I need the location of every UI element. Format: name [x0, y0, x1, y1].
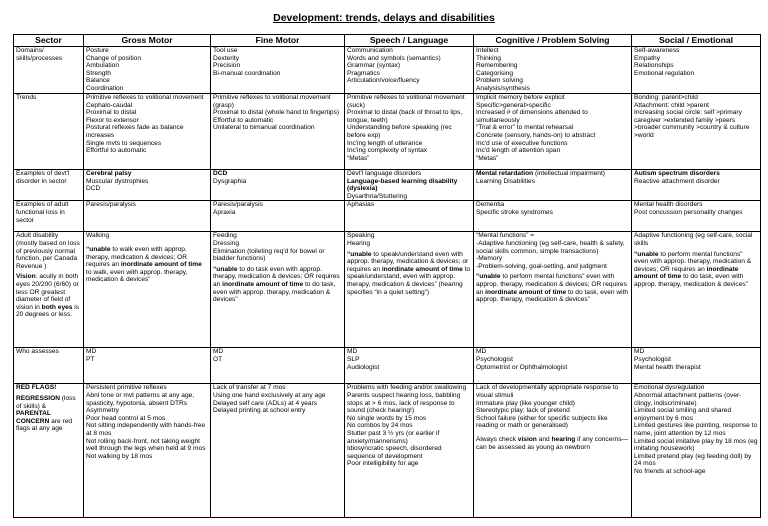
cell-trends-gross: Primitive reflexes to volitional movement Cephalo-caudal Proximal to distal Flexor to extensor Postural reflexes fade as balance increases Single mvts to sequences Effortful to automatic	[84, 94, 211, 170]
cell-disorders-speech: Devt'l language disorders Language-based learning disability (dyslexia) Dysarthria/Stuttering	[345, 170, 474, 201]
cell-disability-gross: Walking “unable to walk even with approp. therapy, medication & devices; OR requires an inordinate amount of time to walk, even with approp. therapy, medication & devices”	[84, 232, 211, 348]
development-table	[13, 34, 761, 518]
cell-domains-gross: Posture Change of position Ambulation Strength Balance Coordination	[84, 47, 211, 94]
cell-assess-fine: MD OT	[211, 348, 345, 384]
cell-redflags-fine: Lack of transfer at 7 mos Using one hand exclusively at any age Delayed self care (ADLs) at 4 years Delayed printing at school entry	[211, 384, 345, 518]
cell-assess-cognitive: MD Psychologist Optometrist or Ophthalmologist	[474, 348, 632, 384]
row-domains	[14, 47, 761, 94]
row-who-assesses	[14, 348, 761, 384]
row-label-domains: Domains/ skills/processes	[14, 47, 84, 94]
header-gross-motor: Gross Motor	[84, 35, 211, 47]
cell-disorders-social: Autism spectrum disorders Reactive attachment disorder	[632, 170, 761, 201]
row-label-adult-loss: Examples of adult functional loss in sector	[14, 201, 84, 232]
cell-redflags-speech: Problems with feeding and/or swallowing Parents suspect hearing loss, babbling stops at > 6 mos, lack of response to sound (check hearing!) No single words by 15 mos No combos by 24 mos Stutter past 3 ½ yrs (or earlier if anxiety/mannerisms) Idiosyncratic speech, disordered sequence of development Poor intelligibility for age	[345, 384, 474, 518]
cell-disorders-cognitive: Mental retardation (intellectual impairment) Learning Disabilities	[474, 170, 632, 201]
cell-domains-cognitive: Intellect Thinking Remembering Categorising Problem solving Analysis/synthesis	[474, 47, 632, 94]
cell-trends-speech: Primitive reflexes to volitional movement (suck) Proximal to distal (back of throat to lips, tongue, teeth) Understanding before speaking (rec before exp) Inc'ing length of utterance Inc'ing complexity of syntax “Metas”	[345, 94, 474, 170]
cell-adult-loss-gross: Paresis/paralysis	[84, 201, 211, 232]
cell-domains-social: Self-awareness Empathy Relationships Emotional regulation	[632, 47, 761, 94]
cell-trends-fine: Primitive reflexes to volitional movement (grasp) Proximal to distal (whole hand to fingertips) Effortful to automatic Unilateral to bimanual coordination	[211, 94, 345, 170]
header-social-emotional: Social / Emotional	[632, 35, 761, 47]
cell-assess-speech: MD SLP Audiologist	[345, 348, 474, 384]
cell-redflags-cognitive: Lack of developmentally appropriate response to visual stimuli Immature play (like younger child) Stereotypic play; lack of pretend School failure (either for specific subjects like reading or math or generalised) Always check vision and hearing if any concerns—can be assessed as young as newborn	[474, 384, 632, 518]
cell-disability-speech: Speaking Hearing “unable to speak/understand even with approp. therapy, medication & devices; or requires an inordinate amount of time to speak/understand, even with approp. therapy, medication & devices” (hearing specifies “in a quiet setting”)	[345, 232, 474, 348]
row-label-adult-disability: Adult disability (mostly based on loss of previously normal function, per Canada Revenue ) Vision: acuity in both eyes 20/200 (6/60) or less OR greatest diameter of field of vision in both eyes is 20 degrees or less.	[14, 232, 84, 348]
header-sector: Sector	[14, 35, 84, 47]
row-label-who-assesses: Who assesses	[14, 348, 84, 384]
cell-disorders-gross: Cerebral palsy Muscular dystrophies DCD	[84, 170, 211, 201]
cell-domains-speech: Communication Words and symbols (semantics) Grammar (syntax) Pragmatics Articulation/voice/fluency	[345, 47, 474, 94]
cell-redflags-social: Emotional dysregulation Abnormal attachment patterns (over-clingy, indiscriminate) Limited social smiling and shared enjoyment by 6 mos Limited gestures like pointing, response to name, joint attention by 12 mos Limited social imitative play by 18 mos (eg imitating housework) Limited pretend play (eg feeding doll) by 24 mos No friends at school-age	[632, 384, 761, 518]
cell-assess-gross: MD PT	[84, 348, 211, 384]
cell-redflags-gross: Persistent primitive reflexes Abnl tone or mvt patterns at any age, spasticity, hypotonia, absent DTRs Asymmetry Poor head control at 5 mos Not sitting independently with hands-free at 8 mos Not rolling back-front, not taking weight well through the legs when held at 9 mos Not walking by 18 mos	[84, 384, 211, 518]
cell-disorders-fine: DCD Dysgraphia	[211, 170, 345, 201]
cell-disability-cognitive: “Mental functions” = -Adaptive functioning (eg self-care, health & safety, social skills common, simple transactions) -Memory -Problem-solving, goal-setting, and judgment “unable to perform mental functions” even with approp. therapy, medication & devices; OR requires an inordinate amount of time to do task, even with approp. therapy, medication & devices”	[474, 232, 632, 348]
cell-trends-social: Bonding: parent>child Attachment: child >parent Increasing social circle: self >primary caregiver >extended family >peers >broader community >country & culture >world	[632, 94, 761, 170]
header-fine-motor: Fine Motor	[211, 35, 345, 47]
cell-assess-social: MD Psychologist Mental health therapist	[632, 348, 761, 384]
row-disorders	[14, 170, 761, 201]
cell-trends-cognitive: Implicit memory before explicit Specific>general>specific Increased # of dimensions attended to simultaneously “Trial & error” to mental rehearsal Concrete (sensory, hands-on) to abstract Inc'd use of executive functions Inc'd length of attention span “Metas”	[474, 94, 632, 170]
cell-domains-fine: Tool use Dexterity Precision Bi-manual coordination	[211, 47, 345, 94]
row-label-trends: Trends	[14, 94, 84, 170]
row-adult-loss	[14, 201, 761, 232]
page-title: Development: trends, delays and disabilities	[273, 12, 495, 24]
header-row	[14, 35, 761, 47]
row-trends	[14, 94, 761, 170]
row-label-disorders: Examples of devt'l disorder in sector	[14, 170, 84, 201]
row-adult-disability	[14, 232, 761, 348]
row-red-flags	[14, 384, 761, 518]
cell-adult-loss-speech: Aphasias	[345, 201, 474, 232]
cell-disability-social: Adaptive functioning (eg self-care, social skills “unable to perform mental functions” even with approp. therapy, medication & devices; OR requires an inordinate amount of time to do task, even with approp. therapy, medication & devices”	[632, 232, 761, 348]
header-speech-language: Speech / Language	[345, 35, 474, 47]
row-label-red-flags: RED FLAGS! REGRESSION (loss of skills) & PARENTAL CONCERN are red flags at any age	[14, 384, 84, 518]
cell-adult-loss-fine: Paresis/paralysis Apraxia	[211, 201, 345, 232]
cell-adult-loss-social: Mental health disorders Post concussion personality changes	[632, 201, 761, 232]
cell-disability-fine: Feeding Dressing Elimination (toileting req'd for bowel or bladder functions) “unable to do task even with approp. therapy, medication & devices; OR requires an inordinate amount of time to do task, even with approp. therapy, medication & devices”	[211, 232, 345, 348]
cell-adult-loss-cognitive: Dementia Specific stroke syndromes	[474, 201, 632, 232]
header-cognitive: Cognitive / Problem Solving	[474, 35, 632, 47]
